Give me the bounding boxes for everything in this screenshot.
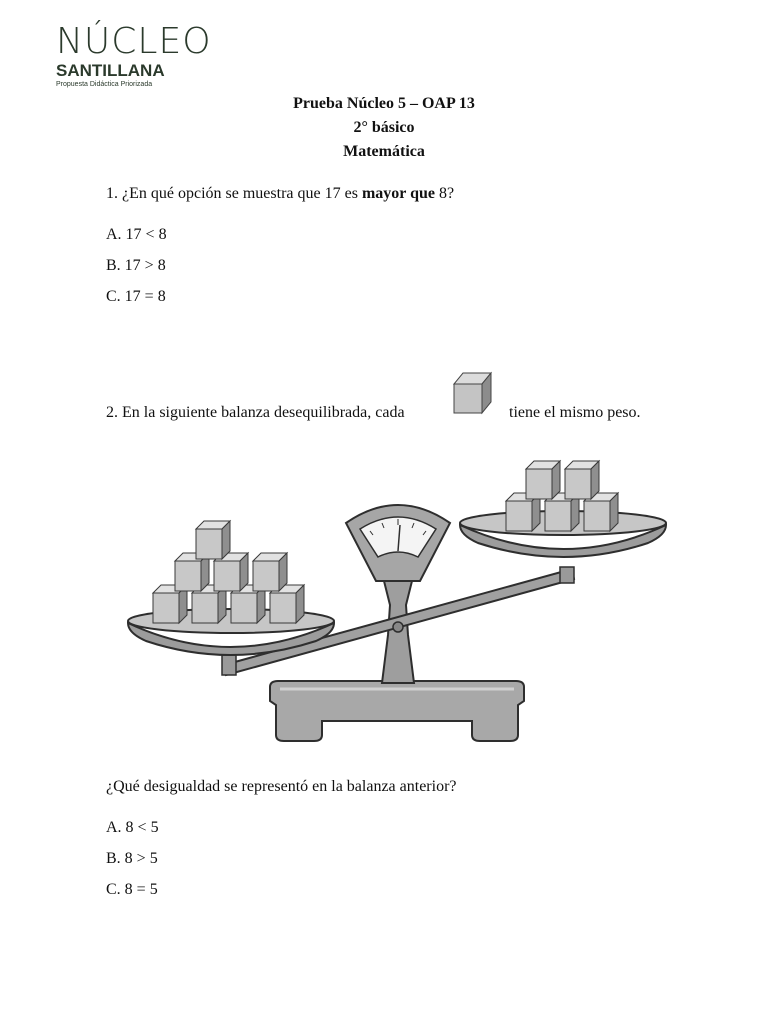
q2-text-post: tiene el mismo peso. xyxy=(509,404,641,421)
q1-text-bold: mayor que xyxy=(361,185,435,202)
logo-tagline: Propuesta Didáctica Priorizada xyxy=(56,81,153,88)
scale-base xyxy=(270,681,524,741)
q2-question: ¿Qué desigualdad se representó en la balanza anterior? xyxy=(106,778,457,795)
right-cubes xyxy=(506,461,618,531)
header-grade: 2° básico xyxy=(353,119,415,136)
balance-scale-illustration xyxy=(120,455,680,747)
q2-text-pre: 2. En la siguiente balanza desequilibrada, cada xyxy=(106,404,405,421)
q1-option-c[interactable]: C. 17 = 8 xyxy=(106,288,166,305)
logo-word: NÚCLEO xyxy=(56,21,212,62)
nucleo-santillana-logo xyxy=(56,21,226,94)
header-title: Prueba Núcleo 5 – OAP 13 xyxy=(293,95,475,112)
document-header xyxy=(0,92,768,164)
scale-dial xyxy=(346,505,450,581)
q2-option-a[interactable]: A. 8 < 5 xyxy=(106,819,159,836)
q2-option-c[interactable]: C. 8 = 5 xyxy=(106,881,158,898)
q1-text-pre: 1. ¿En qué opción se muestra que 17 es xyxy=(106,185,362,202)
cube-icon xyxy=(451,370,493,416)
logo-sub: SANTILLANA xyxy=(56,61,165,80)
header-subject: Matemática xyxy=(343,143,425,160)
q1-option-a[interactable]: A. 17 < 8 xyxy=(106,226,167,243)
q1-option-b[interactable]: B. 17 > 8 xyxy=(106,257,166,274)
left-cubes xyxy=(153,521,304,623)
q1-text-post: 8? xyxy=(434,185,455,202)
q2-option-b[interactable]: B. 8 > 5 xyxy=(106,850,158,867)
question-1 xyxy=(106,184,454,204)
